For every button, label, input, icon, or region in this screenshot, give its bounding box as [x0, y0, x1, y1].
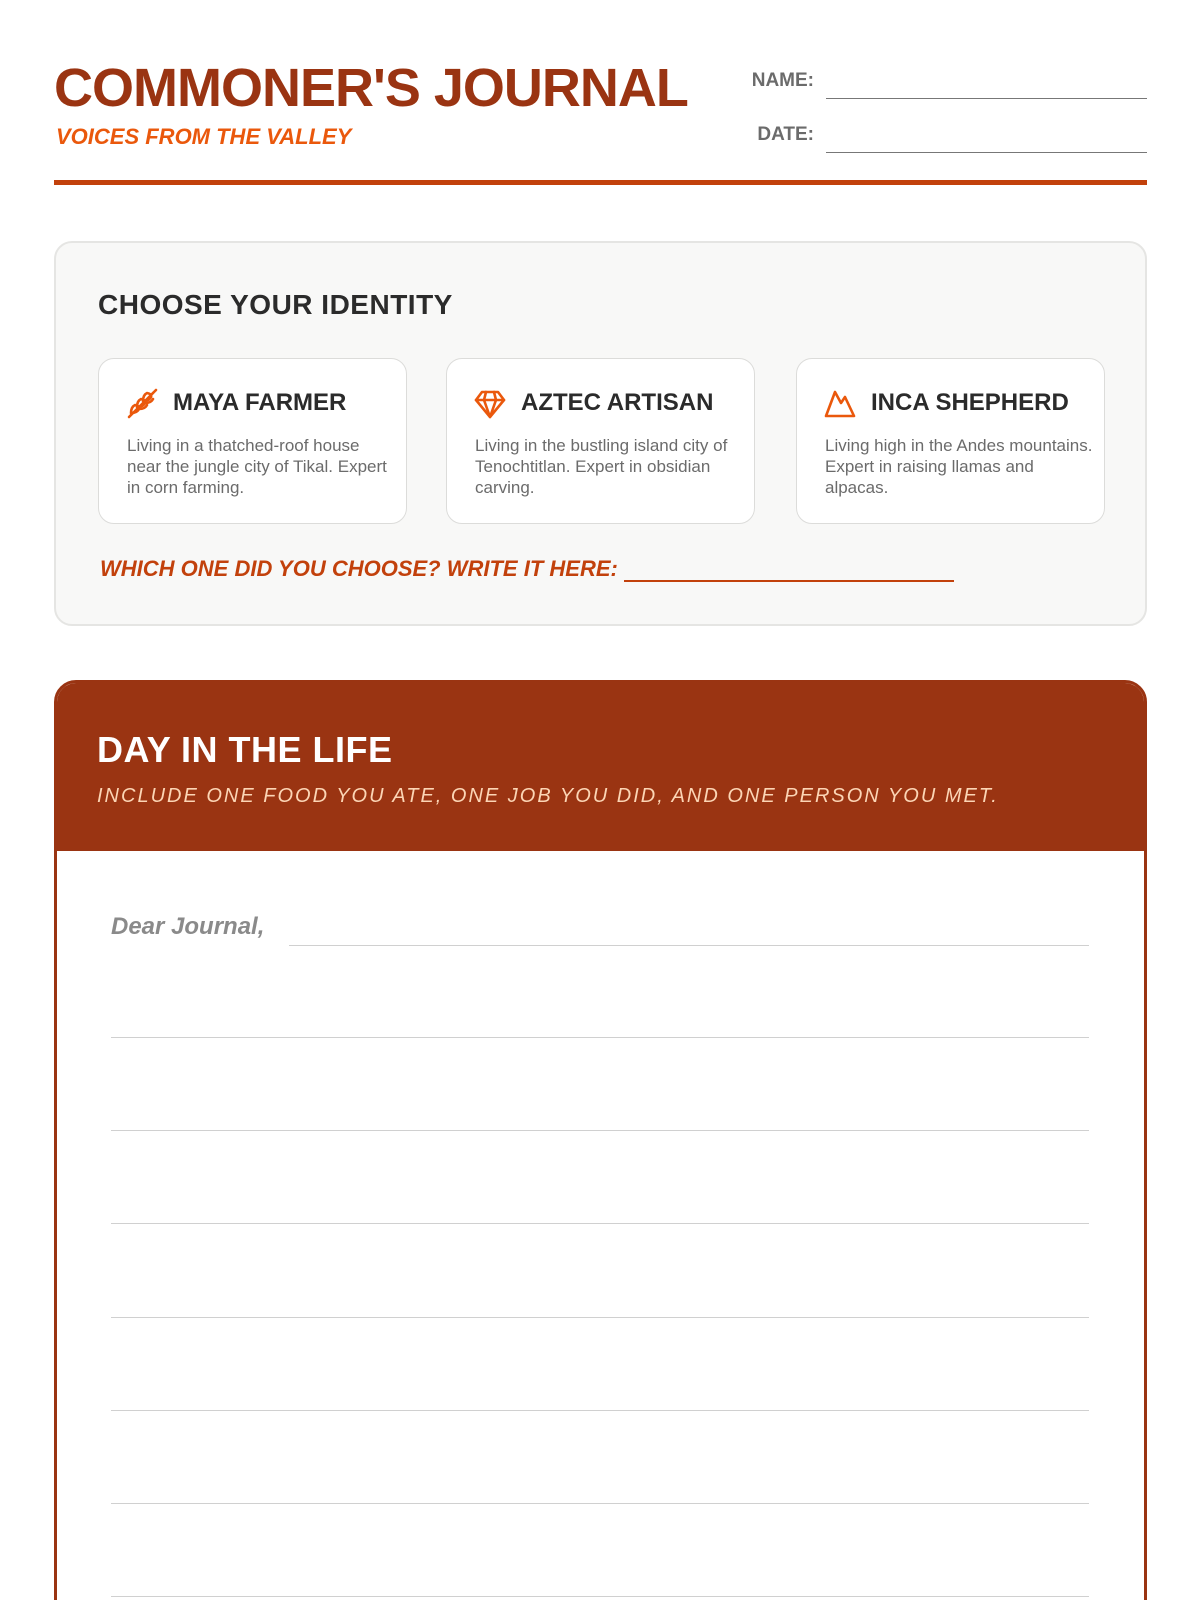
name-label: NAME: [751, 70, 814, 91]
day-in-the-life-section [54, 680, 1147, 1600]
writing-line[interactable] [111, 1037, 1089, 1038]
card-description: Living high in the Andes mountains. Expert in raising llamas and alpacas. [825, 436, 1093, 497]
name-field[interactable] [744, 68, 1147, 108]
identity-heading: CHOOSE YOUR IDENTITY [98, 289, 453, 320]
card-title: MAYA FARMER [173, 389, 347, 416]
identity-choice-input-line[interactable] [624, 560, 954, 582]
salutation: Dear Journal, [111, 913, 265, 940]
card-description: Living in a thatched-roof house near the jungle city of Tikal. Expert in corn farming. [127, 436, 387, 497]
card-title: INCA SHEPHERD [871, 389, 1069, 416]
writing-line[interactable] [111, 1130, 1089, 1131]
writing-line[interactable] [289, 945, 1089, 946]
date-field[interactable] [744, 122, 1147, 162]
mountain-icon [823, 387, 857, 421]
card-title: AZTEC ARTISAN [521, 389, 714, 416]
card-description: Living in the bustling island city of Tenochtitlan. Expert in obsidian carving. [475, 436, 728, 497]
identity-card-inca-shepherd[interactable] [796, 358, 1105, 524]
page-subtitle: VOICES FROM THE VALLEY [56, 124, 352, 149]
identity-choice-label: WHICH ONE DID YOU CHOOSE? WRITE IT HERE: [100, 556, 618, 581]
journal-header [54, 56, 1147, 188]
writing-line[interactable] [111, 1503, 1089, 1504]
writing-line[interactable] [111, 1317, 1089, 1318]
header-divider [54, 180, 1147, 185]
day-section-header [57, 683, 1144, 851]
identity-card-aztec-artisan[interactable] [446, 358, 755, 524]
date-label: DATE: [757, 124, 814, 145]
wheat-icon [125, 387, 159, 421]
writing-line[interactable] [111, 1596, 1089, 1597]
name-input-line[interactable] [826, 98, 1147, 99]
identity-section [54, 241, 1147, 626]
writing-line[interactable] [111, 1410, 1089, 1411]
identity-choice-prompt [100, 556, 954, 582]
writing-line[interactable] [111, 1223, 1089, 1224]
day-section-title: DAY IN THE LIFE [97, 729, 393, 770]
identity-card-maya-farmer[interactable] [98, 358, 407, 524]
day-section-instructions: INCLUDE ONE FOOD YOU ATE, ONE JOB YOU DID, AND ONE PERSON YOU MET. [97, 785, 999, 807]
date-input-line[interactable] [826, 152, 1147, 153]
gem-icon [473, 387, 507, 421]
page-title: COMMONER'S JOURNAL [54, 58, 688, 118]
